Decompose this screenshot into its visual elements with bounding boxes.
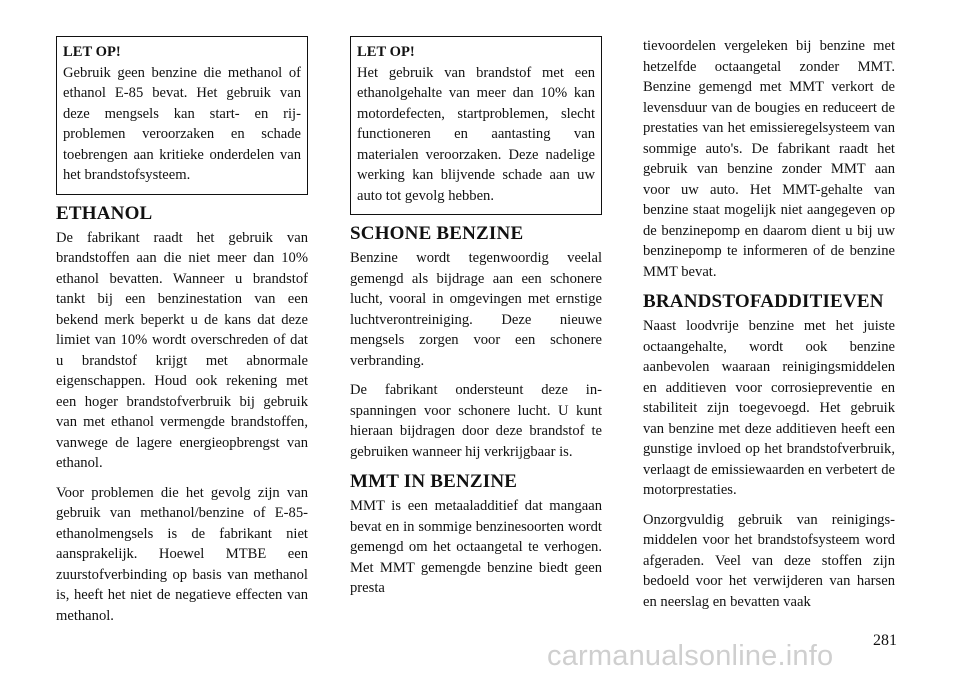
column-1 (56, 36, 308, 635)
paragraph: Voor problemen die het gevolg zijn van gebruik van methanol/benzine of E-85-ethanolmengsels is de fabrikant niet aansprakelijk. Hoewel MTBE een zuurstofverbinding op basis van methanol is, heeft het niet de negatieve effecten van methanol. (56, 484, 308, 624)
warning-box (350, 36, 602, 215)
warning-title: LET OP! (63, 44, 121, 60)
page-number: 281 (873, 632, 897, 649)
warning-box (56, 36, 308, 195)
section-heading-mmt: MMT IN BENZINE (350, 471, 518, 492)
paragraph: De fabrikant ondersteunt deze inspanningen voor schonere lucht. U kunt hieraan bijdragen door deze brandstof te gebruiken wanneer hij verkrijgbaar is. (350, 382, 602, 460)
warning-text: Gebruik geen benzine die methanol of ethanol E-85 bevat. Het gebruik van deze mengsels kan start- en rijproblemen veroorzaken en schade toebrengen aan kritieke onderdelen van het brandstofsysteem. (63, 64, 301, 183)
paragraph: Naast loodvrije benzine met het juiste octaangehalte, wordt ook benzine aanbevolen waaraan reinigingsmiddelen en additieven voor corrosiepreventie en stabiliteit zijn toegevoegd. Het gebruik van benzine met deze additieven heeft een gunstige invloed op het brandstofverbruik, verlaagt de emissiewaarden en verbetert de motorprestaties. (643, 318, 895, 498)
paragraph: De fabrikant raadt het gebruik van brandstoffen aan die niet meer dan 10% ethanol bevatten. Wanneer u brandstof tankt bij een benzinestation van een bekend merk beperkt u de kans dat deze limiet van 10% wordt overschreden of dat u brandstof krijgt met abnormale eigenschappen. Houd ook rekening met een hoger brandstofverbruik bij gebruik van met ethanol vermengde brandstoffen, vanwege de lagere energieopbrengst van ethanol. (56, 229, 308, 471)
column-2 (350, 36, 602, 608)
section-heading-ethanol: ETHANOL (56, 202, 153, 224)
paragraph: Onzorgvuldig gebruik van reinigingsmiddelen voor het brandstofsysteem word afgeraden. Veel van deze stoffen zijn bedoeld voor het verwijderen van harsen en neerslag en bevatten vaak (643, 511, 895, 610)
watermark: carmanualsonline.info (547, 640, 834, 672)
paragraph: Benzine wordt tegenwoordig veelal gemengd als bijdrage aan een schonere lucht, vooral in omgevingen met ernstige luchtverontreiniging. Deze nieuwe mengsels zorgen voor een schonere verbranding. (350, 250, 602, 369)
paragraph: MMT is een metaaladditief dat mangaan bevat en in sommige benzinesoorten wordt gemengd om het octaangetal te verhogen. Met MMT gemengde benzine biedt geen presta (350, 498, 602, 596)
paragraph: tievoordelen vergeleken bij benzine met hetzelfde octaangetal zonder MMT. Benzine gemengd met MMT verkort de levensduur van de bougies en reduceert de prestaties van het emissieregelsysteem van sommige auto's. De fabrikant raadt het gebruik van benzine zonder MMT aan voor uw auto. Het MMT-gehalte van benzine staat mogelijk niet aangegeven op de benzinepomp en daarom dient u bij uw benzinepomp te informeren of de benzine MMT bevat. (643, 38, 895, 280)
warning-title: LET OP! (357, 44, 415, 60)
section-heading-brandstofadditieven: BRANDSTOFADDITIEVEN (643, 291, 884, 312)
column-3 (643, 36, 895, 621)
section-heading-schone-benzine: SCHONE BENZINE (350, 223, 524, 244)
warning-text: Het gebruik van brandstof met een ethanolgehalte van meer dan 10% kan motordefecten, startproblemen, slecht functioneren en aantasting van materialen veroorzaken. Deze nadelige werking kan blijvende schade aan uw auto tot gevolg hebben. (357, 64, 595, 204)
